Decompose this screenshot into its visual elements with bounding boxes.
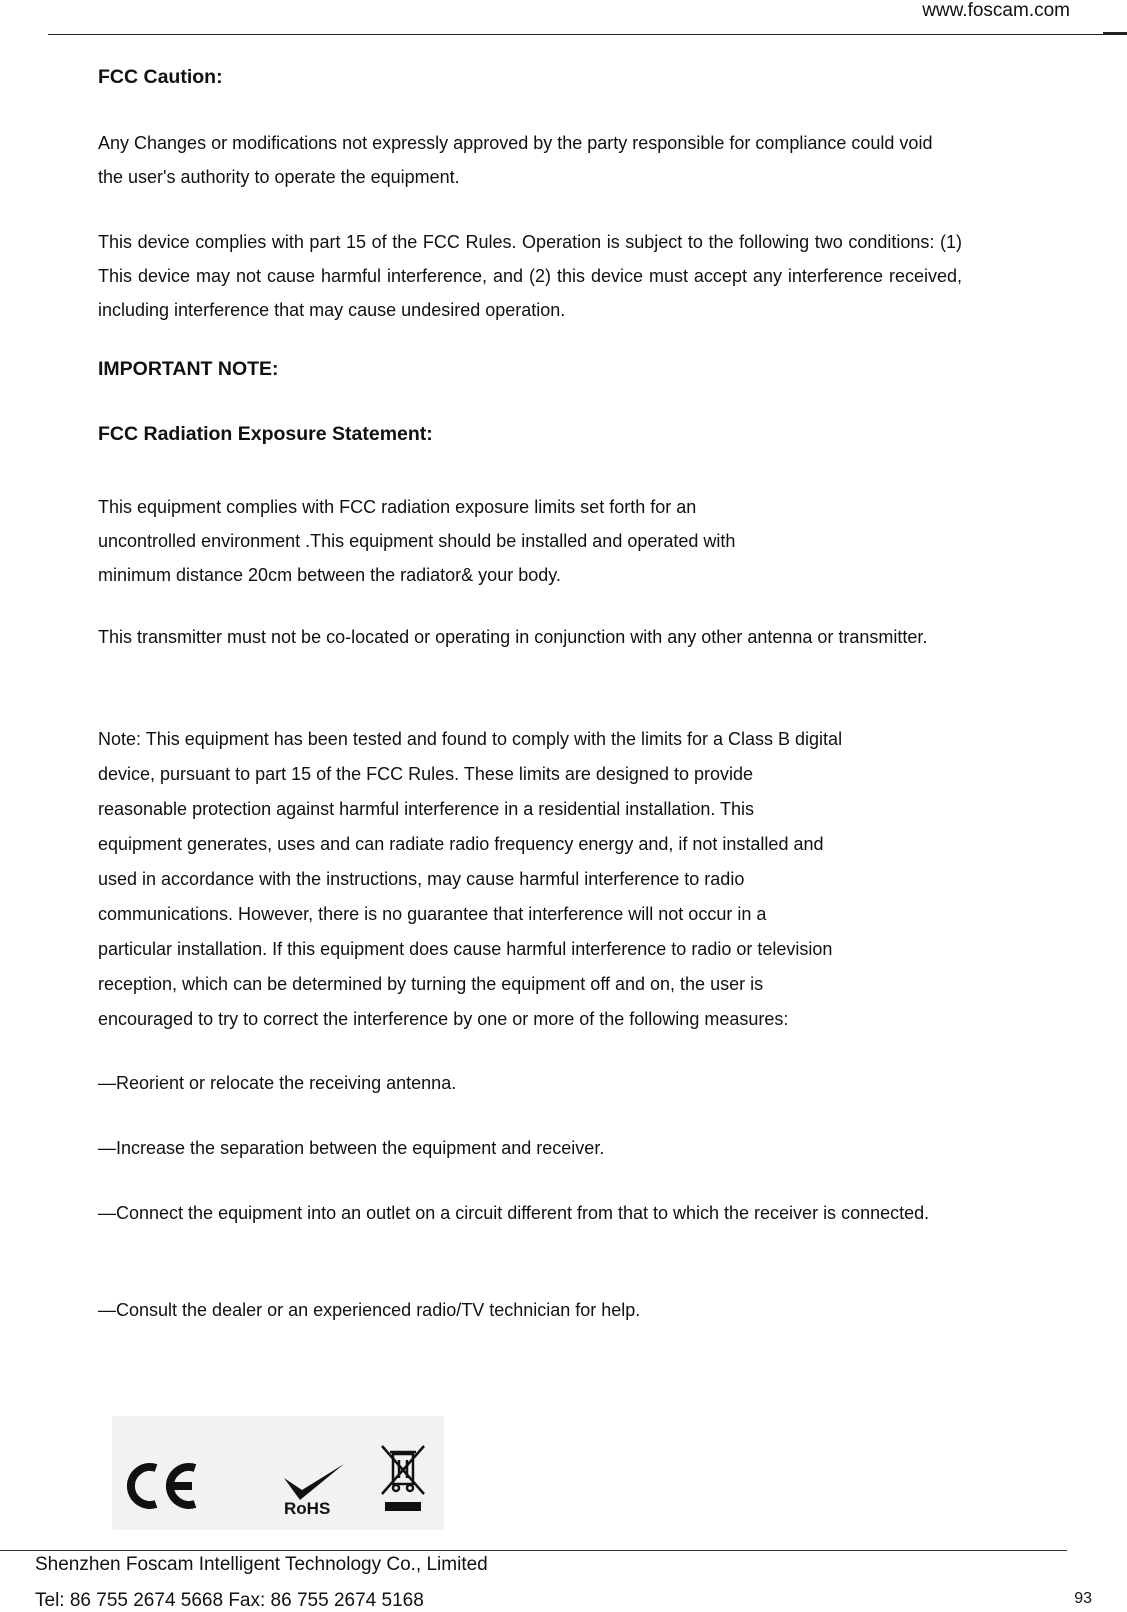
header-divider-tab [1103,32,1127,35]
weee-bin-icon [382,1446,424,1511]
radiation-line: uncontrolled environment .This equipment should be installed and operated with [98,531,736,551]
measure-item: —Consult the dealer or an experienced radio/TV technician for help. [98,1300,641,1320]
measure-item: —Increase the separation between the equipment and receiver. [98,1138,605,1158]
note-line: reasonable protection against harmful interference in a residential installation. This [98,799,755,819]
rohs-check-icon [284,1464,344,1518]
note-line: device, pursuant to part 15 of the FCC Rules. These limits are designed to provide [98,764,754,784]
measure-item: —Connect the equipment into an outlet on a circuit different from that to which the receiver is connected. [98,1203,930,1223]
fcc-caution-heading: FCC Caution: [98,66,223,88]
note-line: communications. However, there is no guarantee that interference will not occur in a [98,904,767,924]
note-line: encouraged to try to correct the interference by one or more of the following measures: [98,1009,789,1029]
measure-item: —Reorient or relocate the receiving antenna. [98,1073,457,1093]
radiation-statement-heading: FCC Radiation Exposure Statement: [98,423,433,445]
note-line: particular installation. If this equipment does cause harmful interference to radio or television [98,939,833,959]
note-line: equipment generates, uses and can radiate radio frequency energy and, if not installed and [98,834,824,854]
important-note-heading: IMPORTANT NOTE: [98,358,279,380]
note-line: Note: This equipment has been tested and found to comply with the limits for a Class B digital [98,729,843,749]
footer-contact: Tel: 86 755 2674 5668 Fax: 86 755 2674 5168 [35,1590,424,1611]
radiation-line: This equipment complies with FCC radiation exposure limits set forth for an [98,497,697,517]
footer-company: Shenzhen Foscam Intelligent Technology Co., Limited [35,1554,488,1575]
header-divider [48,34,1127,35]
page-number: 93 [1074,1590,1092,1607]
rohs-label: RoHS [284,1499,331,1518]
fcc-caution-paragraph-2: This device complies with part 15 of the FCC Rules. Operation is subject to the following two conditions: (1) This device may not cause harmful interference, and (2) this device must accept any interference received, including interference that may cause undesired operation. [98,232,962,320]
note-line: used in accordance with the instructions, may cause harmful interference to radio [98,869,745,889]
ce-mark-icon [131,1467,195,1505]
note-paragraph [98,722,962,1037]
header-website: www.foscam.com [922,0,1070,21]
radiation-line: minimum distance 20cm between the radiator& your body. [98,565,561,585]
note-line: reception, which can be determined by turning the equipment off and on, the user is [98,974,764,994]
fcc-caution-paragraph-1: Any Changes or modifications not expressly approved by the party responsible for compliance could void the user's authority to operate the equipment. [98,133,933,187]
certification-logos [112,1416,444,1530]
radiation-paragraph-2: This transmitter must not be co-located or operating in conjunction with any other antenna or transmitter. [98,627,928,647]
radiation-paragraph-1 [98,490,962,592]
footer-divider [0,1550,1067,1551]
